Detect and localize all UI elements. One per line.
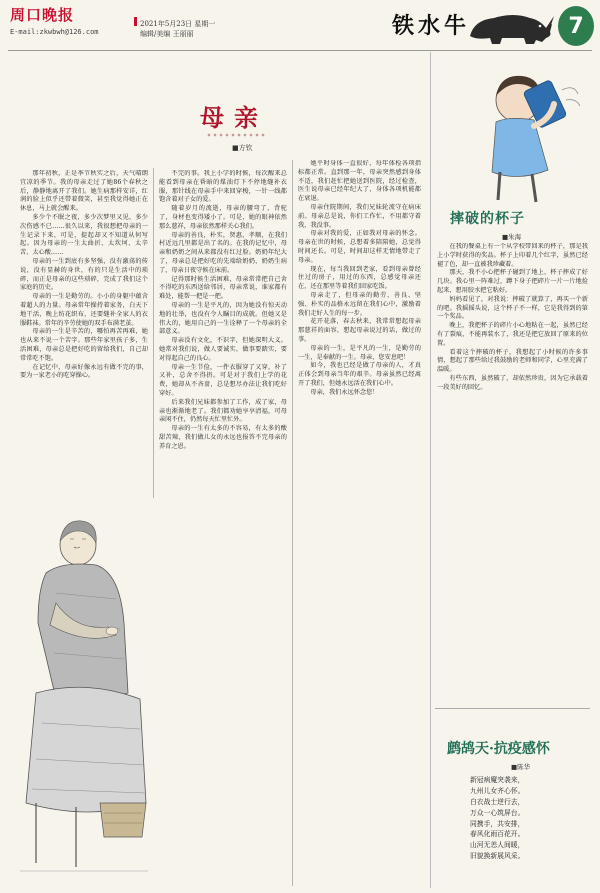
paragraph: 母亲对我的爱，正如我对母亲的怀念。母亲在世的时候，总想着多陪陪她，总觉得时间还长。可是，时间却这样无情地带走了母亲。	[298, 230, 421, 264]
article-column-1	[20, 170, 148, 496]
paragraph: 多少个不眠之夜，多少次梦里又见，多少次伤感不已……很久以来，我很想把母亲的一生记录下来，可是，提起却又不知道从何写起。因为母亲的一生太曲折、太坎坷、太辛苦、太心酸……	[20, 213, 148, 257]
column-divider	[153, 168, 154, 498]
paragraph: 那年初秋，正是季节秋实之后，天气晴朗宜凉的季节。我的母亲走过了她86个春秋之后，静静地离开了我们。她生病那样安详，红润的脸上似乎还带着微笑，甚至我觉得她正在休息，马上就会醒来。	[20, 170, 148, 213]
page-number-badge: 7	[558, 6, 594, 46]
paragraph: 母亲的一生有太多的不容易，有太多的酸甜苦辣，我们做儿女的永远也报答不完母亲的养育之恩。	[159, 425, 287, 450]
paragraph: 不完的事。我上小学的时候，每次醒来总能看到母亲在昏暗的煤油灯下不停地缝补衣服，那针线在母亲手中来回穿梭，一针一线都饱含着对子女的爱。	[159, 170, 287, 204]
paragraph: 有些东西，虽然破了，却依然珍贵，因为它承载着一段美好的回忆。	[437, 374, 588, 391]
paragraph: 在记忆中，母亲好像永远有做不完的事，要为一家老小的吃穿操心。	[20, 363, 148, 380]
poem-line: 新冠病魔突袭来，	[470, 776, 525, 784]
editor-credit: 编辑/美编 王丽丽	[140, 30, 194, 38]
poem-body	[470, 775, 590, 862]
poem-title: 鹧鸪天·抗疫感怀	[447, 741, 550, 757]
paragraph: 母亲的善良，朴实，贤惠，孝顺，在我们村近远几里都是出了名的。在我的记忆中，母亲和奶奶之间从来都没有红过脸。奶奶年纪大了，母亲总是把好吃的先端给奶奶，奶奶生病了，母亲日夜守候在床前。	[159, 231, 287, 274]
paragraph: 随着岁月的流逝，母亲的腰弯了，背驼了，身材也变得矮小了。可是，她的眼神依然那么慈祥，母亲依然那样关心我们。	[159, 205, 287, 230]
paragraph: 那天，我不小心把杯子碰到了地上，杯子摔成了好几块。我心里一阵难过，蹲下身子把碎片一片一片地捡起来，想用胶水把它粘好。	[437, 269, 588, 294]
paragraph: 母亲，我们永远怀念您！	[310, 388, 379, 396]
paragraph: 母亲的一生是勤劳的。小小的身躯中蕴含着超人的力量。母亲常年操持着家务，白天下地干活，晚上纺花织布，还要缝补全家人的衣服鞋袜。常年的辛劳使她的双手布满老茧。	[20, 293, 148, 327]
poem-line: 山河无恙人间暖，	[470, 841, 525, 850]
newspaper-logo: 周口晚报	[10, 6, 75, 24]
paragraph: 她平时身体一直很好，每年体检各项指标都正常。直到那一年，母亲突然感到身体不适，我们赶忙把她送到医院，经过检查，医生说母亲已经年纪大了，身体各项机能都在衰退。	[298, 160, 421, 203]
paragraph: 母亲一生节俭，一件衣服穿了又穿，补了又补，总舍不得扔。可是对于我们上学的花费，她却从不吝啬，总是想尽办法让我们吃好穿好。	[159, 363, 287, 397]
poem-author: ■陈华	[511, 763, 531, 771]
article-column-3	[298, 160, 421, 886]
paragraph: 如今，我也已经是做了母亲的人，才真正体会到母亲当年的艰辛。母亲虽然已经离开了我们，但她永远活在我们心中。	[298, 362, 421, 387]
story-author: ■朱海	[502, 233, 522, 241]
paragraph: 母亲的一生是辛苦的，哪怕再苦再难，她也从来不说一个苦字。那些年家里孩子多，生活困难，母亲总是把好吃的留给我们，自己却常常吃不饱。	[20, 328, 148, 362]
article-author: ■方钦	[232, 144, 253, 152]
issue-date: 2021年5月23日 星期一	[140, 20, 216, 28]
rhino-illustration-icon	[466, 6, 556, 48]
story-title: 摔破的杯子	[450, 211, 525, 227]
paragraph: 母亲的一生，是平凡的一生，是勤劳的一生，是奉献的一生。母亲，您安息吧！	[298, 344, 421, 361]
poem-line: 白衣战士逆行去，	[470, 797, 525, 806]
column-divider	[292, 160, 293, 886]
poem-line: 旧貌换新展风采。	[470, 852, 525, 861]
section-title: 铁水牛	[392, 13, 471, 39]
poem-line: 同携手，共安排，	[470, 819, 525, 828]
paragraph: 母亲住院期间，我们兄妹轮流守在病床前。母亲总是说，你们工作忙，不用都守着我，我没事。	[298, 203, 421, 229]
paragraph: 在我的餐桌上有一个从学校带回来的杯子，那是我上小学时获得的奖品。杯子上印着几个红字，虽然已经褪了色，却一直被我珍藏着。	[437, 243, 588, 268]
paragraph: 花开花落，春去秋来，我常常想起母亲那慈祥的面容，想起母亲说过的话，做过的事。	[298, 318, 421, 343]
header-divider	[8, 50, 592, 51]
article-title: 母亲	[200, 103, 268, 132]
paragraph: 晚上，我把杯子的碎片小心地粘在一起，虽然已经有了裂痕，不能再装水了，我还是把它放回了原来的位置。	[437, 322, 588, 347]
child-drinking-illustration	[478, 60, 588, 210]
paragraph: 看着这个摔破的杯子，我想起了小时候的许多事情，想起了那些给过我鼓励的老师和同学，心里充满了温暖。	[437, 348, 588, 374]
paragraph: 母亲没有文化，不识字，但她深明大义。她常对我们说，做人要诚实，做事要踏实，要对得起自己的良心。	[159, 337, 287, 362]
poem-line: 万众一心筑屏台。	[470, 808, 525, 817]
story-column	[437, 243, 588, 703]
poem-line: 春风化雨百花开。	[470, 830, 525, 839]
email-address: E-mail:zkwbwh@126.com	[10, 28, 99, 36]
sidebar-divider	[435, 708, 590, 709]
paragraph: 记得那时候生活困难，母亲常常把自己舍不得吃的东西送给邻居，母亲常说，谁家都有难处，能帮一把是一把。	[159, 275, 287, 301]
paragraph: 现在，每当我回到老家，看到母亲曾经住过的房子，用过的东西，总感觉母亲还在，还在那里等着我们回家吃饭。	[298, 265, 421, 291]
paragraph: 妈妈看见了，对我说：摔破了就算了，再买一个新的吧。我摇摇头说，这个杯子不一样，它是我得到的第一个奖品。	[437, 295, 588, 321]
paragraph: 母亲的一生到底有多坚强，没有激荡的传说，没有显赫的身世，有的只是生活中的琐碎，而正是母亲的这些琐碎，完成了我们这个家庭的历史。	[20, 257, 148, 292]
paragraph: 母亲走了，但母亲的勤劳、善良、坚强、朴实的品格永远留在我们心中，激励着我们走好人生的每一步。	[298, 291, 421, 317]
header-accent-mark	[134, 17, 137, 26]
title-ornament	[206, 132, 266, 138]
poem-line: 九州儿女齐心怀。	[470, 786, 525, 795]
paragraph: 母亲的一生是平凡的，因为她没有惊天动地的壮举，也没有令人瞩目的成就。但她又是伟大的，她用自己的一生诠释了一个母亲的全部意义。	[159, 301, 287, 336]
paragraph: 后来我们兄妹都参加了工作，成了家，母亲也渐渐地老了。我们都劝她享享清福，可母亲闲不住，仍然每天忙里忙外。	[159, 398, 287, 424]
mother-sewing-illustration	[16, 503, 153, 882]
article-column-2	[159, 170, 287, 882]
